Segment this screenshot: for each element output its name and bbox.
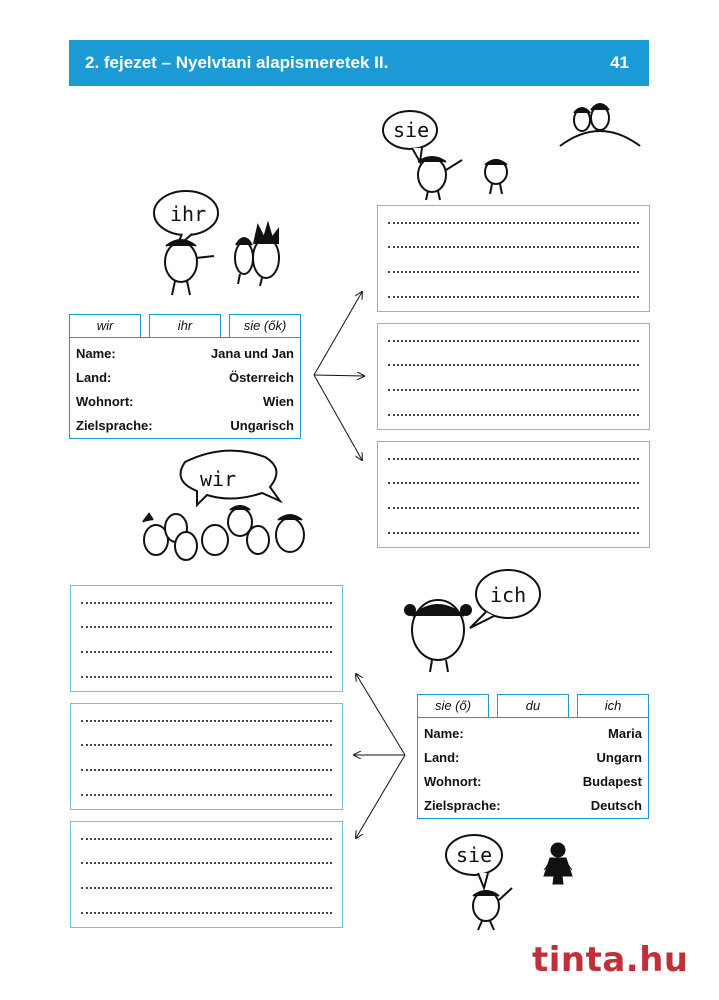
girl-silhouette-icon	[544, 843, 572, 884]
bubble-text-ich: ich	[490, 583, 527, 607]
figure-pair-on-hill	[560, 104, 640, 146]
row-key: Wohnort:	[424, 774, 482, 789]
row-value: Ungarn	[596, 750, 642, 765]
row-value: Ungarisch	[230, 418, 294, 433]
tab-du: du	[497, 694, 569, 717]
row-value: Wien	[263, 394, 294, 409]
watermark: tinta.hu	[532, 940, 689, 980]
bubble-text-wir: wir	[200, 467, 237, 491]
row-key: Zielsprache:	[424, 798, 501, 813]
row-value: Österreich	[228, 370, 294, 385]
figure-group-ihr	[154, 191, 279, 295]
row-key: Zielsprache:	[76, 418, 153, 433]
figure-group-sie-bottom	[446, 835, 512, 930]
row-key: Land:	[424, 750, 460, 765]
bubble-text-sie-top: sie	[393, 118, 430, 142]
arrows-card-1	[314, 292, 364, 460]
tab-sie-o: sie (ő)	[417, 694, 489, 717]
figure-group-ich	[405, 570, 540, 672]
row-key: Name:	[76, 346, 116, 361]
bubble-text-ihr: ihr	[170, 202, 207, 226]
tab-ich: ich	[577, 694, 649, 717]
arrows-card-2	[354, 674, 405, 838]
tab-wir: wir	[69, 314, 141, 337]
row-value: Jana und Jan	[210, 346, 294, 361]
row-value: Maria	[608, 726, 642, 741]
chapter-title: 2. fejezet – Nyelvtani alapismeretek II.	[85, 53, 389, 72]
tab-ihr: ihr	[149, 314, 221, 337]
page-number: 41	[610, 53, 629, 72]
tab-sie-ok: sie (ők)	[229, 314, 301, 337]
bubble-text-sie-bottom: sie	[456, 843, 493, 867]
row-value: Deutsch	[590, 798, 642, 813]
row-key: Name:	[424, 726, 464, 741]
row-value: Budapest	[582, 774, 642, 789]
row-key: Land:	[76, 370, 112, 385]
row-key: Wohnort:	[76, 394, 134, 409]
figure-group-sie-top	[383, 111, 507, 200]
figure-group-wir	[143, 451, 304, 560]
